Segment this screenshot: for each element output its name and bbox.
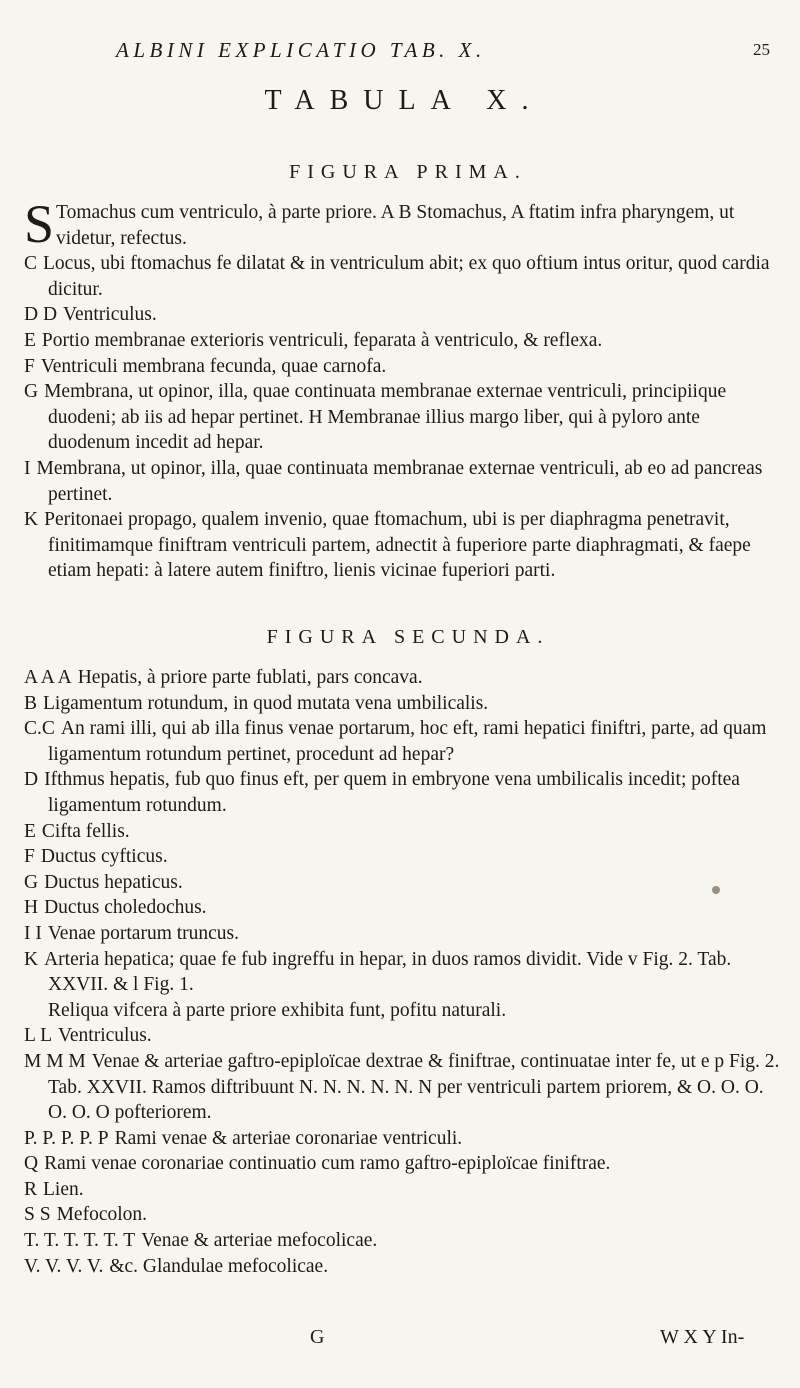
page-footer <box>0 1326 800 1356</box>
legend-entry <box>24 302 784 328</box>
entry-text: Venae & arteriae gaftro-epiploïcae dextrae & finiftrae, continuatae inter fe, ut e p Fig. 2. Tab. XXVII. Ramos diftribuunt N. N. N. N. N. N per ventriculi partem priorem, & O. O. O. O. O. O pofteriorem. <box>48 1050 780 1124</box>
entry-key: Q <box>24 1153 39 1175</box>
entry-key: K <box>24 509 39 531</box>
legend-entry <box>24 998 784 1024</box>
entry-text: Portio membranae exterioris ventriculi, feparata à ventriculo, & reflexa. <box>41 329 603 351</box>
entry-text: Ductus hepaticus. <box>44 871 183 893</box>
entry-key: T. T. T. T. T. T <box>24 1230 136 1252</box>
entry-key: S S <box>24 1204 51 1226</box>
entry-key: V. V. V. V. <box>24 1255 104 1277</box>
legend-entry <box>24 379 784 456</box>
legend-entry <box>24 1049 784 1126</box>
entry-text: Ductus choledochus. <box>44 897 207 919</box>
entry-key: R <box>24 1178 38 1200</box>
figura-secunda-entries <box>24 665 784 1279</box>
entry-key: G <box>24 871 39 893</box>
legend-entry <box>24 1228 784 1254</box>
legend-entry <box>24 819 784 845</box>
printer-ornament-mark <box>712 886 720 894</box>
entry-text: Ductus cyfticus. <box>40 846 168 868</box>
figura-prima-heading: FIGURA PRIMA. <box>289 161 527 183</box>
entry-text: Ligamentum rotundum, in quod mutata vena umbilicalis. <box>43 692 489 714</box>
drop-cap-letter: S <box>24 194 55 254</box>
entry-text: An rami illi, qui ab illa finus venae portarum, hoc eft, rami hepatici finiftri, parte, ad quam ligamentum rotundum pertinet, procedunt ad hepar? <box>48 718 767 765</box>
entry-key: F <box>24 846 35 868</box>
entry-text: Mefocolon. <box>56 1204 148 1226</box>
legend-entry <box>24 354 784 380</box>
legend-entry <box>24 328 784 354</box>
entry-key: C <box>24 253 38 275</box>
entry-text: Rami venae & arteriae coronariae ventriculi. <box>114 1127 463 1149</box>
entry-key: C.C <box>24 718 55 740</box>
entry-text: Venae & arteriae mefocolicae. <box>141 1230 378 1252</box>
legend-entry <box>24 844 784 870</box>
entry-text: Cifta fellis. <box>41 820 130 842</box>
entry-text: Membrana, ut opinor, illa, quae continuata membranae externae ventriculi, principiique duodeni; ab iis ad hepar pertinet. H Membranae illius margo liber, qui à pyloro ante duodenum incedit ad hepar. <box>44 381 727 454</box>
legend-entry <box>24 1126 784 1152</box>
legend-entry <box>24 895 784 921</box>
legend-entry <box>24 716 784 767</box>
entry-key: I I <box>24 922 42 944</box>
legend-entry <box>24 691 784 717</box>
entry-text: Ifthmus hepatis, fub quo finus eft, per quem in embryone vena umbilicalis incedit; poftea ligamentum rotundum. <box>44 769 740 816</box>
legend-entry <box>24 1254 784 1280</box>
entry-key: M M M <box>24 1050 86 1072</box>
legend-entry <box>24 767 784 818</box>
entry-text: Ventriculus. <box>63 304 157 326</box>
entry-key: L L <box>24 1025 52 1047</box>
entry-key: D <box>24 769 39 791</box>
entry-key: I <box>24 457 31 479</box>
entry-key: B <box>24 692 38 714</box>
legend-entry <box>24 1023 784 1049</box>
entry-text: Rami venae coronariae continuatio cum ramo gaftro-epiploïcae finiftrae. <box>44 1153 611 1175</box>
legend-entry <box>24 251 784 302</box>
entry-text: Reliqua vifcera à parte priore exhibita funt, pofitu naturali. <box>48 999 507 1021</box>
legend-entry <box>24 507 784 584</box>
plate-title: TABULA X. <box>264 85 544 116</box>
figura-secunda-heading: FIGURA SECUNDA. <box>266 626 550 648</box>
legend-entry <box>24 456 784 507</box>
legend-entry <box>24 870 784 896</box>
page-number: 25 <box>753 40 770 59</box>
entry-text: Arteria hepatica; quae fe fub ingreffu in hepar, in duos ramos dividit. Vide v Fig. 2. Tab. XXVII. & l Fig. 1. <box>44 948 732 996</box>
entry-text: Hepatis, à priore parte fublati, pars concava. <box>77 667 423 688</box>
catchword: W X Y In- <box>660 1326 745 1348</box>
entry-text: Ventriculus. <box>57 1025 152 1047</box>
entry-key: K <box>24 948 39 970</box>
entry-key: G <box>24 381 39 403</box>
legend-entry <box>24 1202 784 1228</box>
entry-text: Lien. <box>43 1178 84 1200</box>
entry-stomachus <box>24 194 784 254</box>
legend-entry <box>24 921 784 947</box>
legend-entry <box>24 947 784 998</box>
entry-text: Venae portarum truncus. <box>47 922 240 944</box>
legend-entry <box>24 1177 784 1203</box>
entry-key: E <box>24 820 36 842</box>
entry-key: A A A <box>24 667 72 688</box>
entry-key: D D <box>24 304 58 326</box>
entry-text: Locus, ubi ftomachus fe dilatat & in ventriculum abit; ex quo oftium intus oritur, quod cardia dicitur. <box>43 253 770 300</box>
entry-text: Ventriculi membrana fecunda, quae carnofa. <box>40 355 387 377</box>
entry-text: &c. Glandulae mefocolicae. <box>109 1255 329 1277</box>
figura-prima-entries <box>24 194 784 584</box>
entry-text: Membrana, ut opinor, illa, quae continuata membranae externae ventriculi, ab eo ad pancreas pertinet. <box>36 457 763 505</box>
entry-key: H <box>24 897 39 919</box>
legend-entry <box>24 1151 784 1177</box>
signature-mark: G <box>310 1326 325 1348</box>
running-head: ALBINI EXPLICATIO TAB. X. <box>116 38 486 62</box>
entry-key: F <box>24 355 35 377</box>
entry-key: E <box>24 329 36 351</box>
entry-text: Tomachus cum ventriculo, à parte priore. A B Stomachus, A ftatim infra pharyngem, ut videtur, refectus. <box>56 202 735 249</box>
legend-entry <box>24 665 784 691</box>
entry-key: P. P. P. P. P <box>24 1127 109 1149</box>
entry-text: Peritonaei propago, qualem invenio, quae ftomachum, ubi is per diaphragma penetravit, finitimamque finiftram ventriculi partem, adnectit à fuperiore parte diaphragmati, & faepe etiam hepati: à latere autem finiftro, lienis vicinae fuperiori parti. <box>44 509 751 582</box>
